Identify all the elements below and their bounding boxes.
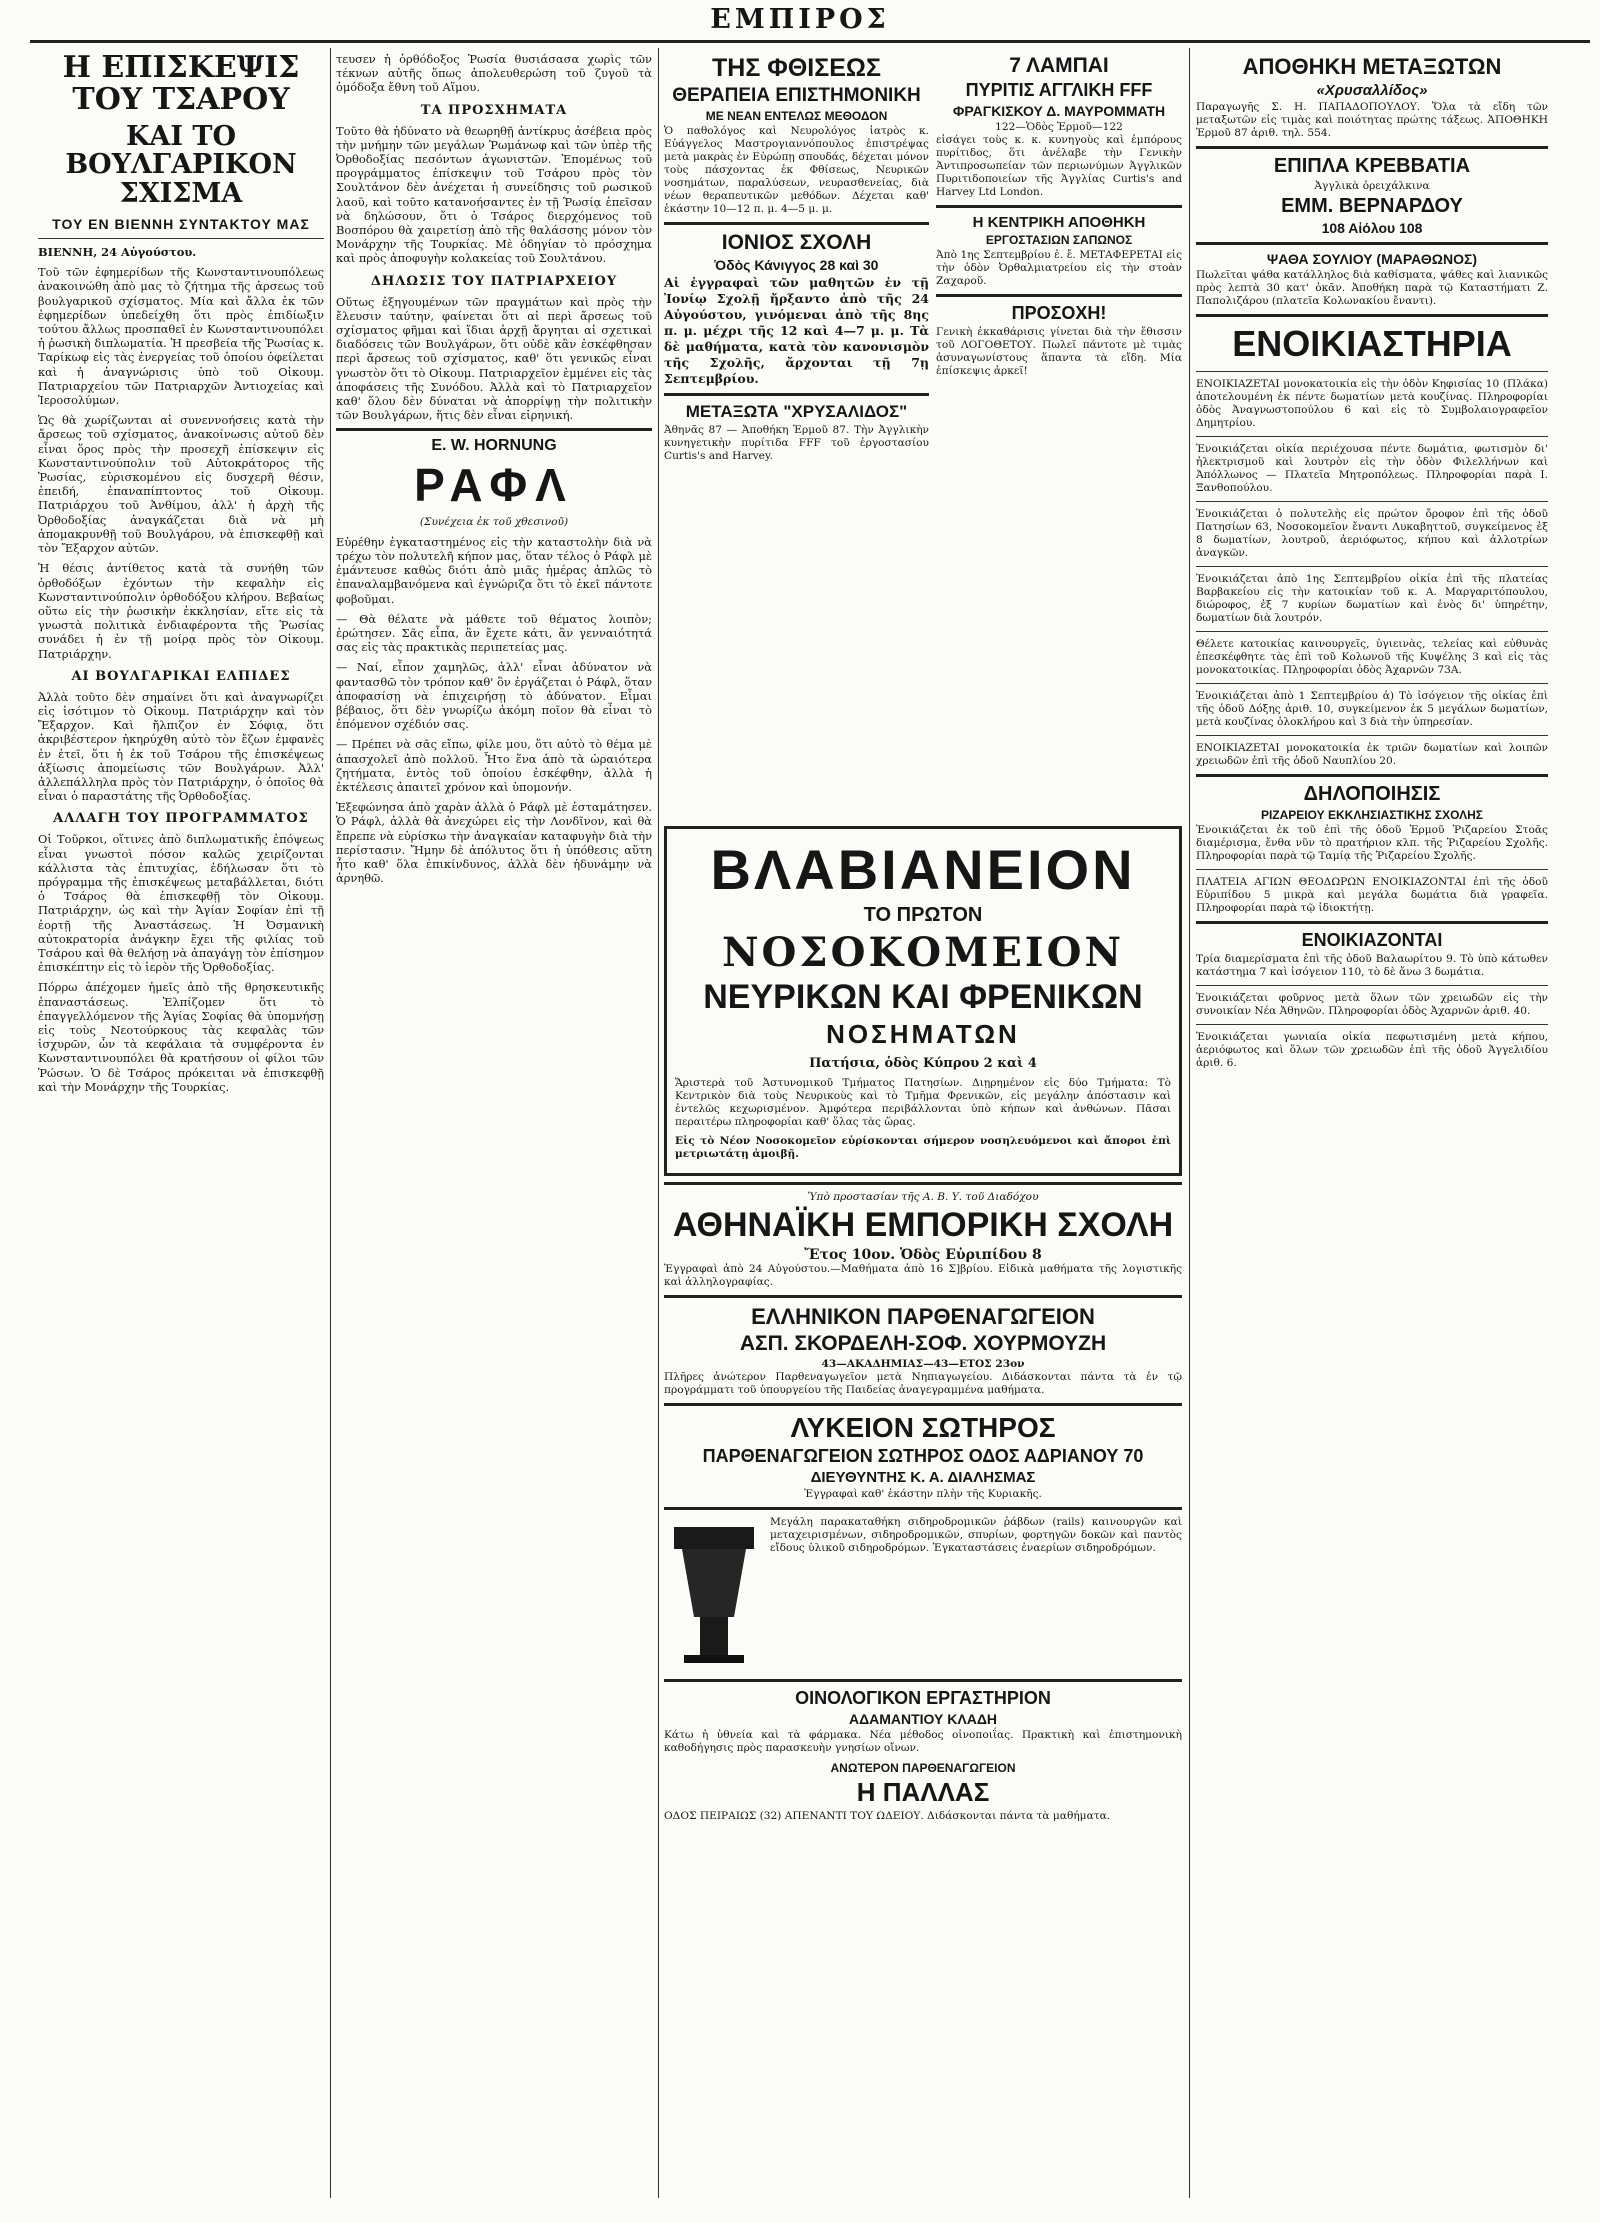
- girls-school-sub: ΑΣΠ. ΣΚΟΡΔΕΛΗ-ΣΟΦ. ΧΟΥΡΜΟΥΖΗ: [739, 1332, 1107, 1355]
- divider: [664, 1679, 1182, 1682]
- subheading: ΔΗΛΩΣΙΣ ΤΟΥ ΠΑΤΡΙΑΡΧΕΙΟΥ: [370, 273, 618, 289]
- divider: [336, 428, 652, 431]
- ad-title: ΑΠΟΘΗΚΗ ΜΕΤΑΞΩΤΩΝ: [1242, 54, 1502, 79]
- ad-text: Ἀπὸ 1ης Σεπτεμβρίου ἐ. ἔ. ΜΕΤΑΦΕΡΕΤΑΙ εἰς τὴν ὁδὸν Ὀρθαλμιατρείου εἰς τὴν στοὰν Ζαχαροῦ.: [936, 249, 1182, 287]
- divider: [664, 222, 929, 225]
- school-year: Ἔτος 10ον. Ὁδὸς Εὐριπίδου 8: [804, 1247, 1042, 1263]
- lyceum-sub: ΠΑΡΘΕΝΑΓΩΓΕΙΟΝ ΣΩΤΗΡΟΣ ΟΔΟΣ ΑΔΡΙΑΝΟΥ 70: [702, 1446, 1144, 1466]
- subheading: ΤΑ ΠΡΟΣΧΗΜΑΤΑ: [420, 102, 568, 118]
- column-divider: [1189, 48, 1190, 2198]
- paragraph: Τοῦτο θὰ ἠδύνατο νὰ θεωρηθῇ ἀντίκρυς ἀσέβεια πρὸς τὴν μνήμην τῶν μεγάλων Ῥωμάνωφ καὶ τῶν ὑπὲρ τῆς Ὀρθοδοξίας πεσόντων ἀγωνιστῶν. Ἐπομένως τοῦ προγράμματος ἐπίσκεψιν τοῦ Τσάρου πρὸς τὸν Σουλτάνον δὲν ἀνέχεται ἡ συνείδησις τοῦ ρωσικοῦ λαοῦ, καὶ τοῦτο κατανοήσαντες ἐν τῇ Ῥωσίᾳ ἐπεῖσαν νὰ δηλώσουν, ὅτι ὁ Τσάρος διερχόμενος τοῦ Βοσπόρου θὰ χαιρετίσῃ ἀπὸ τῆς θαλάσσης μόνον τὸν Μονάρχην τῆς Τουρκίας. Μὲ ὁδηγίαν τὸ πρόσχημα καὶ πρὸς ἀποφυγὴν κολακείας τοῦ Σουλτάνου.: [336, 123, 652, 266]
- ad-title: Η ΚΕΝΤΡΙΚΗ ΑΠΟΘΗΚΗ: [972, 214, 1146, 231]
- column-3-upper-right: [936, 52, 1182, 812]
- subheading: ΑΛΛΑΓΗ ΤΟΥ ΠΡΟΓΡΑΜΜΑΤΟΣ: [53, 811, 309, 827]
- classified-item: ΕΝΟΙΚΙΑΖΕΤΑΙ μονοκατοικία ἐκ τριῶν δωματίων καὶ λοιπῶν χρειωδῶν ἐπὶ τῆς ὁδοῦ Ναυπλίου 20.: [1196, 742, 1548, 767]
- classified-item: Ἐνοικιάζεται φοῦρνος μετὰ ὅλων τῶν χρειωδῶν εἰς τὴν συνοικίαν Νέα Ἀθηνῶν. Πληροφορίαι ὁδὸς Ἀχαρνῶν ἀριθ. 40.: [1196, 992, 1548, 1017]
- divider: [664, 1182, 1182, 1185]
- girls-school-address: 43—ΑΚΑΔΗΜΙΑΣ—43—ΕΤΟΣ 23ον: [821, 1358, 1025, 1370]
- divider: [664, 1507, 1182, 1510]
- ad-subtitle: ΕΡΓΟΣΤΑΣΙΩΝ ΣΑΠΩΝΟΣ: [985, 233, 1133, 247]
- ad-text: Ἀθηνᾶς 87 — Ἀποθήκη Ἑρμοῦ 87. Τὴν Ἀγγλικὴν κυνηγετικὴν πυρίτιδα FFF τοῦ ἐργοστασίου Curtis's and Harvey.: [664, 424, 929, 462]
- ad-title: ΜΕΤΑΞΩΤΑ "ΧΡΥΣΑΛΙΔΟΣ": [685, 402, 908, 421]
- divider: [1196, 774, 1548, 777]
- byline: ΤΟΥ ΕΝ ΒΙΕΝΝΗ ΣΥΝΤΑΚΤΟΥ ΜΑΣ: [52, 216, 310, 233]
- ad-text: Ὁ παθολόγος καὶ Νευρολόγος ἰατρὸς κ. Εὐάγγελος Μαστρογιαννόπουλος ἐπιστρέψας μετὰ μακρὰς ἐν Εὐρώπῃ σπουδάς, δέχεται μόνον τοὺς πάσχοντας ἐκ Φθίσεως, Νευρικῶν νοσημάτων, παραλύσεων, νευρασθενείας, διὰ νέων θεραπευτικῶν μεθόδων. Δέχεται καθ' ἑκάστην 10—12 π. μ. 4—5 μ. μ.: [664, 125, 929, 215]
- divider: [664, 1403, 1182, 1406]
- lyceum-text: Ἐγγραφαὶ καθ' ἑκάστην πλὴν τῆς Κυριακῆς.: [804, 1488, 1042, 1500]
- classified-item: Τρία διαμερίσματα ἐπὶ τῆς ὁδοῦ Βαλαωρίτου 9. Τὸ ὑπὸ κάτωθεν κατάστημα 7 καὶ ἰσόγειον 110, τὸ δὲ ἄνω 3 δωμάτια.: [1196, 953, 1548, 978]
- paragraph: Οὕτως ἐξηγουμένων τῶν πραγμάτων καὶ πρὸς τὴν ἔλευσιν ταύτην, φαίνεται ὅτι αἱ περὶ ἄρσεως τοῦ σχίσματος φῆμαι καὶ ἴδιαι ἀρχῇ ἄργηται αἱ σχετικαὶ διαδόσεις τῶν Βουλγάρων, ὅτι οὐδὲ κἂν ἐσκέφθησαν περὶ ἄρσεως τοῦ σχίσματος, καθ' ὅτι γενικῶς εἶναι γνωστὸν ὅτι τὸ Οἰκουμ. Πατριαρχεῖον ἐμμένει εἰς τὰς ἀποφάσεις τῆς Συνόδου. Ἀλλὰ καὶ τὸ Πατριαρχεῖον καθ' ὅλου δὲν δύναται νὰ ἀπορρίψῃ τὴν πολιτικὴν τῶν Βουλγάρων, ἥτις δὲν εἶναι εἰρηνική.: [336, 294, 652, 423]
- paragraph: — Ναί, εἶπον χαμηλῶς, ἀλλ' εἶναι ἀδύνατον νὰ φαντασθῶ τὸν τρόπον καθ' ὃν ἐργάζεται ὁ Ράφλ, ὅταν ἀποφασίσῃ νὰ ἐπιχειρήσῃ τὸ ἀδύνατον. Εἶμαι βέβαιος, ὅτι δὲν γνωρίζω ἀκόμη ποῖον θὰ εἶναι τὸ ἑπόμενον σχέδιόν σας.: [336, 660, 652, 732]
- column-4: [1196, 52, 1548, 2192]
- classified-item: Ἐνοικιάζεται ἀπὸ 1 Σεπτεμβρίου ἀ) Τὸ ἰσόγειον τῆς οἰκίας ἐπὶ τῆς ὁδοῦ Δόξης ἀριθ. 10, συγκείμενον ἐκ 5 μεγάλων δωματίων, μετὰ κουζίνας ὁλοκλήρου καὶ 3 διὰ τὴν ὑπηρεσίαν.: [1196, 690, 1548, 728]
- divider: [1196, 146, 1548, 149]
- hospital-subtitle: ΝΟΣΟΚΟΜΕΙΟΝ: [721, 929, 1125, 976]
- paragraph: Οἱ Τοῦρκοι, οἵτινες ἀπὸ διπλωματικῆς ἐπόψεως εἶναι γνωστοὶ πόσον καλῶς χειρίζονται κάλλιστα τὰς ἐπιτυχίας, ἐδήλωσαν ὅτι τὸ πρόγραμμα τῆς ἐπισκέψεως μεταβάλλεται, διότι ὁ Τσάρος θὰ ἐπισκεφθῇ τὸν Οἰκουμ. Πατριάρχην, ὡς καὶ τὴν Ἁγίαν Σοφίαν ἐπὶ τῇ ἑορτῇ τῆς Ἀναστάσεως. Ἡ Ὀσμανικὴ αὐτοκρατορία ἀνάγκην ἔχει τῆς φιλίας τοῦ Τσάρου καὶ θὰ θελήσῃ νὰ ἀπαγάγῃ τὸν ἐπίσημον ἐπισκέπτην εἰς τὸ ἱερὸν τῆς Ὀρθοδοξίας.: [38, 832, 324, 975]
- ad-address: 108 Αἰόλου 108: [1321, 220, 1423, 236]
- ad-subtitle: ΠΥΡΙΤΙΣ ΑΓΓΛΙΚΗ FFF: [965, 80, 1153, 100]
- divider: [1196, 735, 1548, 736]
- masthead-rule: [30, 40, 1590, 43]
- ad-address: 122—Ὁδὸς Ἑρμοῦ—122: [995, 121, 1123, 133]
- divider: [1196, 501, 1548, 502]
- paragraph: Τοῦ τῶν ἐφημερίδων τῆς Κωνσταντινουπόλεως ἀνακοινώθη ἀπὸ μας τὸ ζήτημα τῆς ἀρσεως τοῦ βουλγαρικοῦ σχίσματος. Μία καὶ ἄλλα ἐκ τῶν ἐφημερίδων ὑπεδείχθη ὅτι πρὸς ἐπιδίωξιν τούτου ἄλλως προσπαθεῖ ἐν Κωνσταντινουπόλει ἡ ῥωσικὴ διπλωματία. Ἡ πρεσβεία τῆς Ῥωσίας κ. Ταρίκωφ εἰς τὰς ἐνεργείας τοῦ ὁποίου ὀφείλεται καὶ ἡ ἀναγνώρισις ὑπὸ τοῦ Οἰκουμ. Πατριαρχείου τῶν Πατριαρχῶν Ἀντιοχείας καὶ Ἱεροσολύμων.: [38, 265, 324, 408]
- divider: [1196, 436, 1548, 437]
- school-patronage: Ὑπὸ προστασίαν τῆς Α. Β. Υ. τοῦ Διαδόχου: [807, 1191, 1039, 1203]
- column-3-lower: [664, 822, 1182, 2182]
- ad-text: Πωλεῖται ψάθα κατάλληλος διὰ καθίσματα, ψάθες καὶ λιανικῶς πρὸς λεπτὰ 30 κατ' ὀκᾶν. Ἀποθήκη παρὰ τῷ Καταστήματι Ζ. Παπολιζάρου (πλατεῖα Κολωνακίου ἔναντι).: [1196, 269, 1548, 307]
- column-divider: [658, 48, 659, 2198]
- paragraph: — Πρέπει νὰ σᾶς εἴπω, φίλε μου, ὅτι αὐτὸ τὸ θέμα μὲ ἀπασχολεῖ ἀπὸ πολλοῦ. Ἦτο ἕνα ἀπὸ τὰ ὡραιότερα ζητήματα, ἐντὸς τοῦ ὁποίου ἐσκέφθην, ἀλλὰ ἡ ἐκτέλεσις ἀπαιτεῖ χρόνον καὶ ὑπομονήν.: [336, 737, 652, 795]
- divider: [936, 205, 1182, 208]
- divider: [1196, 985, 1548, 986]
- school-text: Ἐγγραφαὶ ἀπὸ 24 Αὐγούστου.—Μαθήματα ἀπὸ 16 Σ]βρίου. Εἰδικὰ μαθήματα τῆς λογιστικῆς καὶ ἀλληλογραφίας.: [664, 1263, 1182, 1288]
- ad-text: Παραγωγῆς Σ. Η. ΠΑΠΑΔΟΠΟΥΛΟΥ. Ὅλα τὰ εἴδη τῶν μεταξωτῶν εἰς τιμὰς καὶ ποιότητας πρώτης τάξεως. ἈΠΟΘΗΚΗ Ἑρμοῦ 87 ἀριθ. τηλ. 554.: [1196, 101, 1548, 139]
- paragraph: Ἐξεφώνησα ἀπὸ χαρὰν ἀλλὰ ὁ Ράφλ μὲ ἐσταμάτησεν. Ὁ Ράφλ, ἀλλὰ θὰ ἀνεχώρει εἰς τὴν Λονδῖνον, καὶ θὰ ἔπρεπε νὰ εὑρίσκω τὴν ἀναγκαίαν καταφυγὴν διὰ τὴν περίστασιν. Ἤμην δὲ ἀπόλυτος ὅτι ἡ ὑπόθεσις αὕτη ἦτο καθ' ὅλα ἐπικίνδυνος, ἀλλὰ δὲν ἠδυνάμην νὰ ἀρνηθῶ.: [336, 800, 652, 886]
- classified-item: Ἐνοικιάζεται γωνιαία οἰκία πεφωτισμένη μετὰ κήπου, ἀεριόφωτος καὶ ὅλων τῶν χρειωδῶν ἐπὶ τῆς ὁδοῦ Ἀγγελιδίου ἀριθ. 6.: [1196, 1031, 1548, 1069]
- divider: [1196, 631, 1548, 632]
- ad-name: ΕΜΜ. ΒΕΡΝΑΡΔΟΥ: [1281, 195, 1463, 217]
- paragraph: τευσεν ἡ ὀρθόδοξος Ῥωσία θυσιάσασα χωρὶς τῶν τέκνων αὐτῆς ὅπως ἀπολευθερώση τοῦ ζυγοῦ τὰ ὁμόδοξα ἔθνη τοῦ Αἵμου.: [336, 52, 652, 95]
- lyceum-title: ΛΥΚΕΙΟΝ ΣΩΤΗΡΟΣ: [790, 1412, 1056, 1443]
- lyceum-director: ΔΙΕΥΘΥΝΤΗΣ Κ. Α. ΔΙΑΛΗΣΜΑΣ: [810, 1469, 1036, 1486]
- classified-item: ΠΛΑΤΕΙΑ ΑΓΙΩΝ ΘΕΟΔΩΡΩΝ ΕΝΟΙΚΙΑΖΟΝΤΑΙ ἐπὶ τῆς ὁδοῦ Εὐριπίδου 5 μικρὰ καὶ μεγάλα δωμάτια διὰ γραφεῖα. Πληροφορίαι παρὰ τῷ ἰδιοκτήτῃ.: [1196, 876, 1548, 914]
- hospital-text: Εἰς τὸ Νέον Νοσοκομεῖον εὑρίσκονται σήμερον νοσηλευόμενοι καὶ ἄποροι ἐπὶ μετριωτάτῃ ἀμοιβῇ.: [675, 1135, 1171, 1160]
- ad-address: Ὁδὸς Κάνιγγος 28 καὶ 30: [714, 257, 879, 273]
- ad-title: ΙΟΝΙΟΣ ΣΧΟΛΗ: [721, 231, 872, 254]
- column-1: [38, 52, 324, 2192]
- ad-subtitle: «Χρυσαλλίδος»: [1316, 82, 1428, 99]
- divider: [1196, 566, 1548, 567]
- classified-item: Ἐνοικιάζεται οἰκία περιέχουσα πέντε δωμάτια, φωτισμὸν δι' ἠλεκτρισμοῦ καὶ λουτρὸν εἰς τὴν ὁδὸν Φιλελλήνων καὶ Ἀπόλλωνος — Πλατεῖα Μητροπόλεως. Πληροφορίαι παρὰ Ι. Ξανθοπούλου.: [1196, 443, 1548, 494]
- school-title: ΑΘΗΝΑΪΚΗ ΕΜΠΟΡΙΚΗ ΣΧΟΛΗ: [672, 1206, 1174, 1244]
- girls-school-sub: ΑΝΩΤΕΡΟΝ ΠΑΡΘΕΝΑΓΩΓΕΙΟΝ: [830, 1761, 1016, 1775]
- classified-item: Ἐνοικιάζεται ἀπὸ 1ης Σεπτεμβρίου οἰκία ἐπὶ τῆς πλατείας Βαρβακείου εἰς τὴν κατοικίαν τοῦ κ. Α. Μαργαριτόπουλου, διώροφος, ἐξ 7 κυρίων δωματίων καὶ ἑνὸς δι' ὑπηρέτην, δωματίων διὰ λουτρόν.: [1196, 573, 1548, 624]
- divider: [1196, 242, 1548, 245]
- hospital-ad: [664, 826, 1182, 1176]
- pallas-text: ΟΔΟΣ ΠΕΙΡΑΙΩΣ (32) ΑΠΕΝΑΝΤΙ ΤΟΥ ΩΔΕΙΟΥ. Διδάσκονται πάντα τὰ μαθήματα.: [664, 1810, 1111, 1822]
- notice-text: Ἐνοικιάζεται ἐκ τοῦ ἐπὶ τῆς ὁδοῦ Ἑρμοῦ Ῥιζαρείου Στοᾶς διαμέρισμα, ἔνθα νῦν τὸ πρατήριον κλπ. τῆς Ῥιζαρείου Σχολῆς. Πληροφορίαι παρὰ τῷ Ταμίᾳ τῆς Ῥιζαρείου Σχολῆς.: [1196, 824, 1548, 862]
- story-author: E. W. HORNUNG: [431, 437, 557, 455]
- paragraph: Ἡ θέσις ἀντίθετος κατὰ τὰ συνήθη τῶν ὀρθοδόξων ἐχόντων τὴν κεφαλὴν εἰς Κωνσταντινούπολιν ὀρθοδόξου κλήρου. Βεβαίως οὕτω εἰς τὴν ῥωσικὴν ἐκκλησίαν, εἴτε εἰς τὰ γνωστὰ πολιτικὰ ἐνδιαφέροντα τῆς Ῥωσίας συνάδει ἡ ἐν τῇ μοίρᾳ πρὸς τὸν Οἰκουμ. Πατριάρχην.: [38, 561, 324, 661]
- ad-title: ΤΗΣ ΦΘΙΣΕΩΣ: [712, 54, 881, 82]
- ad-title: ΠΡΟΣΟΧΗ!: [1011, 303, 1107, 323]
- divider: [1196, 921, 1548, 924]
- divider: [1196, 1024, 1548, 1025]
- lab-sub: ΑΔΑΜΑΝΤΙΟΥ ΚΛΑΔΗ: [848, 1711, 998, 1727]
- divider: [1196, 314, 1548, 317]
- hospital-title: ΒΛΑΒΙΑΝΕΙΟΝ: [710, 838, 1136, 901]
- divider: [1196, 683, 1548, 684]
- divider: [664, 393, 929, 396]
- ad-subtitle: Ἀγγλικὰ ὀρειχάλκινα: [1314, 180, 1430, 192]
- ad-text: εἰσάγει τοὺς κ. κ. κυνηγοὺς καὶ ἐμπόρους πυρίτιδος, ὅτι ἀνέλαβε τὴν Γενικὴν Ἀντιπροσωπείαν τῶν περιωνύμων Ἀγγλικῶν Πυριτιδοποιείων τῆς Ἀγγλίας Curtis's and Harvey Ltd London.: [936, 134, 1182, 198]
- ad-text: Γενικὴ ἐκκαθάρισις γίνεται διὰ τὴν ἔθισσιν τοῦ ΛΟΓΟΘΕΤΟΥ. Πωλεῖ πάντοτε μὲ τιμὰς ἀσυναγωνίστους ἅπαντα τὰ εἴδη. Μία ἐπίσκεψις ἀρκεῖ!: [936, 326, 1182, 377]
- paragraph: Ἀλλὰ τοῦτο δὲν σημαίνει ὅτι καὶ ἀναγνωρίζει εἰς ἰσότιμον τὸ Οἰκουμ. Πατριάρχην καὶ τὸν Ἔξαρχον. Καὶ ἤλπιζον ἐν Σόφιᾳ, ὅτι ἀκριβέστερον ἠκηρύχθη αὐτὸ τὸν ἔζων ἐμφανὲς ἐν ἐτεῖ, ὅτι ἡ ἐκ τοῦ Τσάρου τῆς ἐπισκέψεως ἀξίωσις ἀπομείωσις τῶν Βουλγάρων. Ἀλλ' ἀλλεπάλληλα πρὸς τὸν Πατριάρχην, ὁ ὁποῖος θὰ εἶναι ὁ παραστάτης τῆς Ὀρθοδοξίας.: [38, 689, 324, 804]
- dateline: ΒΙΕΝΝΗ, 24 Αὐγούστου.: [38, 245, 197, 260]
- classified-item: Θέλετε κατοικίας καινουργεῖς, ὑγιεινὰς, τελείας καὶ εὐθυνὰς ἐπεσκέφθητε τὰς ἐπὶ τοῦ Κολωνοῦ τῆς Κυψέλης 3 καὶ εἰς τὰς μονοκατοικίας. Πληροφορίαι ὁδὸς Ἀχαρνῶν 73Α.: [1196, 638, 1548, 676]
- classified-item: Ἐνοικιάζεται ὁ πολυτελὴς εἰς πρώτον ὄροφον ἐπὶ τῆς ὁδοῦ Πατησίων 63, Νοσοκομεῖον ἔναντι Λυκαβηττοῦ, συγκείμενος ἐξ 8 δωματίων, λουτροῦ, ἀεριόφωτος, κήπου καὶ ἀλλοτρίων ἀναγκῶν.: [1196, 508, 1548, 559]
- lab-text: Κάτω ἡ ὑθνεία καὶ τὰ φάρμακα. Νέα μέθοδος οἰνοποιΐας. Πρακτικὴ καὶ ἐπιστημονικὴ καθοδήγησις πρὸς παρασκευὴν γνησίων οἴνων.: [664, 1729, 1182, 1754]
- girls-school-text: Πλῆρες ἀνώτερον Παρθεναγωγεῖον μετὰ Νηπιαγωγείου. Διδάσκονται πάντα τὰ ἐν τῷ προγράμματι τοῦ ὑπουργείου τῆς Παιδείας ἀναγεγραμμένα μαθήματα.: [664, 1371, 1182, 1396]
- masthead-title: ΕΜΠΙΡΟΣ: [710, 4, 890, 35]
- paragraph: Εὑρέθην ἐγκαταστημένος εἰς τὴν καταστολὴν διὰ νὰ τρέχω τὸν πολυτελῆ κήπον μας, ὅταν τέλος ὁ Ράφλ μὲ ἐμάντευσε καθὼς διότι ἀπὸ μιᾶς ἡμέρας ἀπλῶς τὸ ἐπαναλαμβανόμενα καὶ ἐγνώριζα ὅτι τὸ ἐκεῖ πάντοτε φοβοῦμαι.: [336, 534, 652, 606]
- divider: [936, 294, 1182, 297]
- paragraph: Ὡς θὰ χωρίζωνται αἱ συνεννοήσεις κατὰ τὴν ἄρσεως τοῦ σχίσματος, ἀνακοίνωσις αὐτοῦ δὲν εἶναι ὅρος πρὸς τὴν προσεχῆ ἐπίσκεψιν εἰς Κωνσταντινούπολιν τοῦ Αὐτοκράτορος τῆς Ῥωσίας, εὑρισκομένου εἰς δυσχερῆ θέσιν, ἐπειδή, ἐπαναπίπτοντος τοῦ Οἰκουμ. Πατριάρχου τοῦ Ἀνθίμου, ἀλλ' ἡ ἀρχὴ τῆς Ὀρθοδοξίας ἀναγκάζεται διὰ νὰ μὴ ἀπομακρυνθῇ τοῦ Βουλγάρου, νὰ ἐπισκεφθῇ καὶ τὸν Ἔξαρχον αὐτῶν.: [38, 413, 324, 556]
- divider: [38, 238, 324, 239]
- hospital-text: Ἄριστερὰ τοῦ Ἀστυνομικοῦ Τμήματος Πατησίων. Διῃρημένον εἰς δύο Τμήματα: Τὸ Κεντρικὸν διὰ τοὺς Νευρικοὺς καὶ τὸ Τμῆμα Φρενικῶν, εἰς μεγάλην ἀπόστασιν καὶ ἐντελῶς κεχωρισμένον. Ἀμφότερα περιβάλλονται ὑπὸ κήπων καὶ ἀνθώνων. Πᾶσαι περαιτέρω πληροφορίαι καθ' ὅλας τὰς ὥρας.: [675, 1077, 1171, 1128]
- headline-1: Η ΕΠΙΣΚΕΨΙΣ ΤΟΥ ΤΣΑΡΟΥ: [62, 52, 300, 117]
- ad-title: 7 ΛΑΜΠΑΙ: [1009, 54, 1109, 77]
- subheading: ΑΙ ΒΟΥΛΓΑΡΙΚΑΙ ΕΛΠΙΔΕΣ: [71, 668, 291, 684]
- masthead: [0, 0, 1600, 46]
- headline-2: ΚΑΙ ΤΟ ΒΟΥΛΓΑΡΙΚΟΝ ΣΧΙΣΜΑ: [65, 121, 297, 209]
- hospital-subtitle: ΝΟΣΗΜΑΤΩΝ: [826, 1019, 1020, 1049]
- divider: [1196, 371, 1548, 372]
- paragraph: Πόρρω ἀπέχομεν ἡμεῖς ἀπὸ τῆς θρησκευτικῆς ἐπαναστάσεως. Ἐλπίζομεν ὅτι τὸ ἐπαγγελλόμενον τῆς Ἁγίας Σοφίας θὰ ὑπομνήσῃ εἰς τοὺς Νεοτούρκους τὰς κεφαλὰς τῶν ἰσχυρῶν, ὧν τὰ κεφάλαια τὰ συμφέροντα ἐν Κωνσταντινουπόλει θὰ κρατήσουν οἱ φίλοι τῶν Ῥώσων. Ὁ δὲ Τσάρος πρόκειται νὰ ἐπισκεφθῇ καὶ τὴν Μονάρχην τῆς Τουρκίας.: [38, 980, 324, 1094]
- hospital-subtitle: ΝΕΥΡΙΚΩΝ ΚΑΙ ΦΡΕΝΙΚΩΝ: [703, 978, 1143, 1016]
- column-2: [336, 52, 652, 2192]
- divider: [1196, 869, 1548, 870]
- ad-name: ΦΡΑΓΚΙΣΚΟΥ Δ. ΜΑΥΡΟΜΜΑΤΗ: [952, 103, 1166, 119]
- classified-title: ΕΝΟΙΚΙΑΖΟΝΤΑΙ: [1301, 930, 1443, 950]
- classified-item: ΕΝΟΙΚΙΑΖΕΤΑΙ μονοκατοικία εἰς τὴν ὁδὸν Κηφισίας 10 (Πλάκα) ἀποτελουμένη ἐκ πέντε δωματίων μετὰ κουζίνας. Πληροφορίαι ὁδὸς Ἀναγνωστοπούλου 6 καὶ εἰς τὸ Συμβολαιογραφεῖον Δημητρίου.: [1196, 378, 1548, 429]
- lab-title: ΟΙΝΟΛΟΓΙΚΟΝ ΕΡΓΑΣΤΗΡΙΟΝ: [795, 1688, 1051, 1708]
- notice-sub: ΡΙΖΑΡΕΙΟΥ ΕΚΚΛΗΣΙΑΣΤΙΚΗΣ ΣΧΟΛΗΣ: [1260, 808, 1484, 822]
- column-3-upper-left: [664, 52, 929, 812]
- ad-title: ΨΑΘΑ ΣΟΥΛΙΟΥ (ΜΑΡΑΘΩΝΟΣ): [1266, 251, 1478, 267]
- ad-title: ΕΠΙΠΛΑ ΚΡΕΒΒΑΤΙΑ: [1273, 155, 1471, 177]
- stove-text: Μεγάλη παρακαταθήκη σιδηροδρομικῶν ῥάβδων (rails) καινουργῶν καὶ μεταχειρισμένων, σιδηροδρομικῶν, σπυρίων, φορτηγῶν δοκῶν καὶ παντὸς εἴδους ὑλικοῦ σιδηροδρόμων. Ἐγκαταστάσεις ἐναερίων σιδηροδρόμων.: [770, 1516, 1182, 1554]
- paragraph: — Θὰ θέλατε νὰ μάθετε τοῦ θέματος λοιπὸν; ἐρώτησεν. Σᾶς εἶπα, ἂν ἔχετε κάτι, ἂν γενναιότητά σας εἰς τὰς πρακτικὰς περιπετείας μας.: [336, 611, 652, 655]
- divider: [664, 1295, 1182, 1298]
- girls-school-title: ΕΛΛΗΝΙΚΟΝ ΠΑΡΘΕΝΑΓΩΓΕΙΟΝ: [751, 1304, 1095, 1329]
- ad-text: Αἱ ἐγγραφαὶ τῶν μαθητῶν ἐν τῇ Ἰονίῳ Σχολῇ ἤρξαντο ἀπὸ τῆς 24 Αὐγούστου, γινόμεναι ἀπὸ τῆς 8ης π. μ. μέχρι τῆς 12 καὶ 4—7 μ. μ. Τὰ δὲ μαθήματα, κατὰ τὸν κανονισμὸν τῆς Σχολῆς, ἄρχονται τῇ 7ῃ Σεπτεμβρίου.: [664, 275, 929, 386]
- hospital-address: Πατήσια, ὁδὸς Κύπρου 2 καὶ 4: [809, 1056, 1037, 1071]
- ad-subtitle: ΜΕ ΝΕΑΝ ΕΝΤΕΛΩΣ ΜΕΘΟΔΟΝ: [705, 109, 888, 123]
- column-divider: [330, 48, 331, 2198]
- ad-subtitle: ΘΕΡΑΠΕΙΑ ΕΠΙΣΤΗΜΟΝΙΚΗ: [672, 85, 921, 106]
- classifieds-title: ΕΝΟΙΚΙΑΣΤΗΡΙΑ: [1232, 323, 1512, 364]
- story-title: ΡΑΦΛ: [414, 459, 574, 512]
- pallas-title: Η ΠΑΛΛΑΣ: [856, 1777, 990, 1807]
- notice-title: ΔΗΛΟΠΟΙΗΣΙΣ: [1303, 783, 1441, 805]
- stove-icon: [664, 1522, 764, 1667]
- hospital-subtitle: ΤΟ ΠΡΩΤΟΝ: [863, 904, 983, 926]
- story-subtitle: (Συνέχεια ἐκ τοῦ χθεσινοῦ): [419, 515, 569, 528]
